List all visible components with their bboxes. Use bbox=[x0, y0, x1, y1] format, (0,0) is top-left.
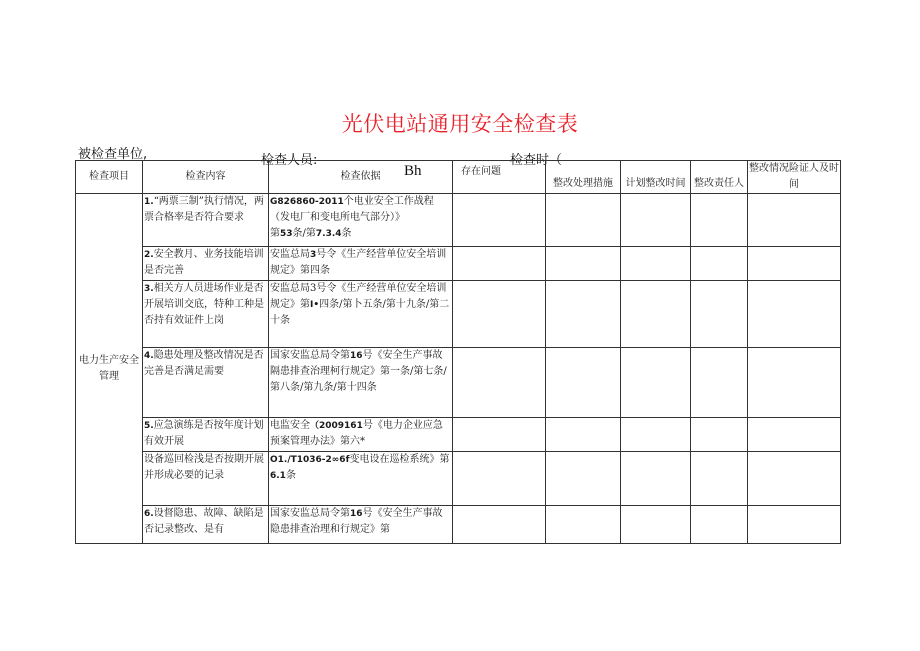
plan-time-cell bbox=[621, 194, 691, 247]
issues-cell bbox=[453, 247, 546, 281]
issues-cell bbox=[453, 506, 546, 544]
responsible-cell bbox=[691, 247, 748, 281]
measures-cell bbox=[546, 452, 621, 506]
verifier-cell bbox=[748, 281, 841, 348]
plan-time-cell bbox=[621, 418, 691, 452]
content-cell: 2.安全教月、业务技能培训是否完善 bbox=[143, 247, 269, 281]
table-row bbox=[76, 348, 841, 418]
verifier-cell bbox=[748, 247, 841, 281]
basis-cell: 安监总局3号令《生产经营单位安全培训规定》第I•四条/第卜五条/第十九条/第二十条 bbox=[269, 281, 453, 348]
content-cell: 5.应急演练是否按年度计划有效开展 bbox=[143, 418, 269, 452]
plan-time-cell bbox=[621, 348, 691, 418]
header-row bbox=[76, 161, 841, 194]
measures-cell bbox=[546, 348, 621, 418]
measures-cell bbox=[546, 281, 621, 348]
basis-cell: 国家安监总局令第16号《安全生产事故隐患排查治理和行规定》第 bbox=[269, 506, 453, 544]
table-row bbox=[76, 281, 841, 348]
content-cell: 3.相关方人员进场作业是否开展培训交底，特种工种是否持有效证件上岗 bbox=[143, 281, 269, 348]
inspector-label: 检查人员: bbox=[261, 153, 318, 168]
header-basis: 检查依据 bbox=[269, 161, 453, 194]
table-row bbox=[76, 418, 841, 452]
responsible-cell bbox=[691, 194, 748, 247]
issues-cell bbox=[453, 452, 546, 506]
content-cell: 4.隐患处理及整改情况是否完善是否满足需要 bbox=[143, 348, 269, 418]
basis-cell: 安监总局3号令《生产经营单位安全培训规定》第四条 bbox=[269, 247, 453, 281]
handwritten-mark: Bh bbox=[404, 163, 422, 179]
content-cell: 设备巡回检浅是否按期开展并形成必要的记录 bbox=[143, 452, 269, 506]
content-cell: 1.“两票三制”执行情况，两票合格率是否符合要求 bbox=[143, 194, 269, 247]
header-measures: 整改处理措施 bbox=[546, 161, 621, 194]
category-cell: 电力生产安全管理 bbox=[76, 194, 143, 544]
verifier-cell bbox=[748, 348, 841, 418]
header-issues: 存在问题 bbox=[453, 161, 546, 194]
basis-cell: O1./T1036-2∞6f变电设在巡检系统》第6.1条 bbox=[269, 452, 453, 506]
inspected-unit-label: 被检查单位, bbox=[78, 147, 148, 162]
header-verifier: 整改情况险证人及时间 bbox=[748, 161, 841, 194]
plan-time-cell bbox=[621, 247, 691, 281]
verifier-cell bbox=[748, 418, 841, 452]
inspection-table bbox=[75, 160, 841, 544]
table-row bbox=[76, 506, 841, 544]
measures-cell bbox=[546, 506, 621, 544]
basis-cell: G826860-2011个电业安全工作战程（发电厂和变电所电气部分）》 第53条/第7.3.4条 bbox=[269, 194, 453, 247]
responsible-cell bbox=[691, 506, 748, 544]
issues-cell bbox=[453, 418, 546, 452]
plan-time-cell bbox=[621, 506, 691, 544]
verifier-cell bbox=[748, 506, 841, 544]
basis-cell: 电监安全（2009161号《电力企业应急预案管理办法》第六* bbox=[269, 418, 453, 452]
plan-time-cell bbox=[621, 452, 691, 506]
table-row bbox=[76, 452, 841, 506]
inspect-time-label: 检查时（ bbox=[510, 153, 563, 168]
header-plan-time: 计划整改时间 bbox=[621, 161, 691, 194]
measures-cell bbox=[546, 418, 621, 452]
issues-cell bbox=[453, 348, 546, 418]
issues-cell bbox=[453, 194, 546, 247]
measures-cell bbox=[546, 194, 621, 247]
responsible-cell bbox=[691, 281, 748, 348]
responsible-cell bbox=[691, 452, 748, 506]
page-title: 光伏电站通用安全检查表 bbox=[341, 112, 579, 136]
responsible-cell bbox=[691, 348, 748, 418]
content-cell: 6.设督隐患、故障、缺陷是否记录整改、是有 bbox=[143, 506, 269, 544]
responsible-cell bbox=[691, 418, 748, 452]
verifier-cell bbox=[748, 194, 841, 247]
measures-cell bbox=[546, 247, 621, 281]
table-row bbox=[76, 194, 841, 247]
issues-cell bbox=[453, 281, 546, 348]
plan-time-cell bbox=[621, 281, 691, 348]
table-row bbox=[76, 247, 841, 281]
basis-cell: 国家安监总局令第16号《安全生产事故隔患排查治理柯行规定》第一条/第七条/第八条/第九条/第十四条 bbox=[269, 348, 453, 418]
verifier-cell bbox=[748, 452, 841, 506]
header-content: 检查内容 bbox=[143, 161, 269, 194]
header-responsible: 整改责任人 bbox=[691, 161, 748, 194]
header-item: 检查项目 bbox=[76, 161, 143, 194]
